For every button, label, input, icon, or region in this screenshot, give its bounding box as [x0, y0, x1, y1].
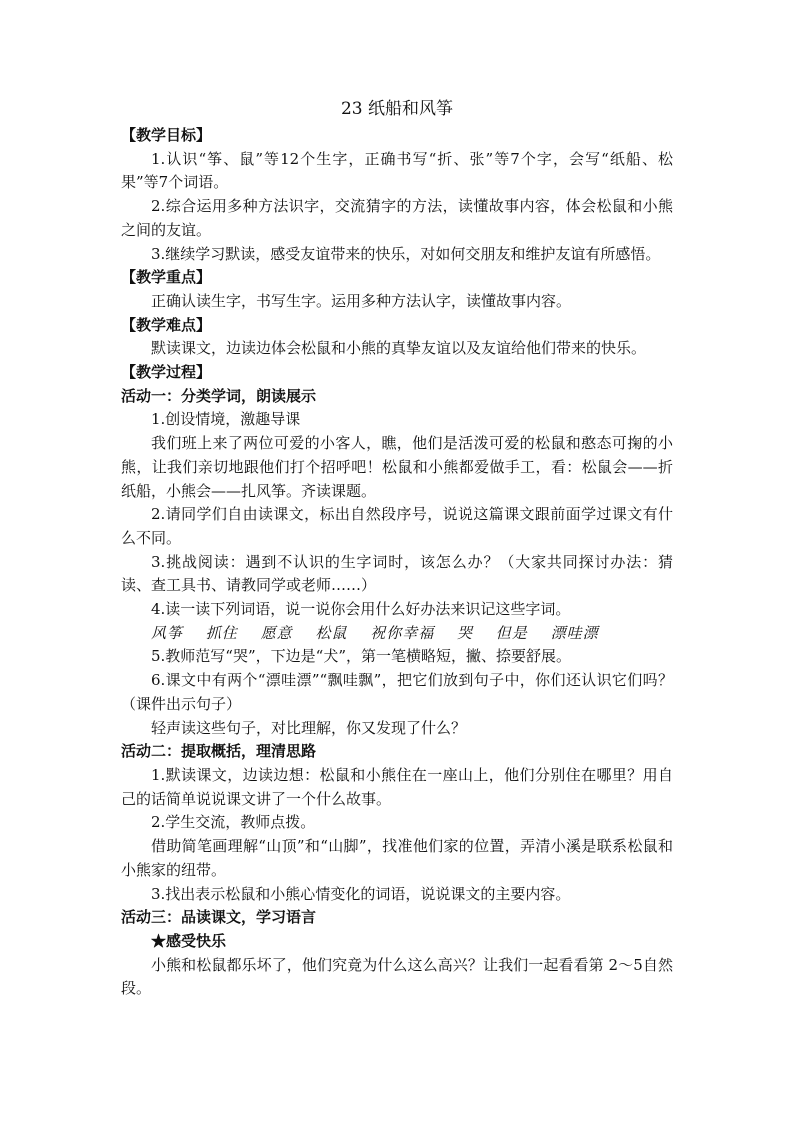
page-title: 23 纸船和风筝: [340, 99, 454, 119]
vocab-word: 但是: [495, 623, 528, 642]
activity-2-step-2: 2.学生交流，教师点拨。: [151, 813, 316, 832]
vocabulary-list: [121, 622, 673, 646]
activity-1-step-1: 1.创设情境，激趣导课: [151, 410, 301, 429]
vocab-word: 哭: [456, 623, 473, 642]
activity-2-step-3: 3.找出表示松鼠和小熊心情变化的词语，说说课文的主要内容。: [151, 884, 571, 903]
vocab-word: 漂哇漂: [550, 623, 599, 642]
vocab-word: 抓住: [205, 623, 238, 642]
goal-item-3: 3.继续学习默读，感受友谊带来的快乐，对如何交朋友和维护友谊有所感悟。: [151, 244, 661, 263]
key-points-text: 正确认读生字，书写生字。运用多种方法认字，读懂故事内容。: [151, 291, 572, 310]
activity-1-step-4: 4.读一读下列词语，说一说你会用什么好办法来识记这些字词。: [151, 600, 571, 619]
vocab-word: 风筝: [151, 623, 184, 642]
vocab-word: 愿意: [260, 623, 293, 642]
vocab-word: 祝你幸福: [370, 623, 435, 642]
activity-3-subheading: ★感受快乐: [151, 931, 227, 950]
document-page: [121, 96, 673, 1001]
activity-2-explanation: 借助简笔画理解“山顶”和“山脚”，找准他们家的位置，弄清小溪是联系松鼠和小熊家的纽带。: [121, 837, 673, 879]
activity-2-title: 活动二：提取概括，理清思路: [121, 742, 317, 761]
activity-1-title: 活动一：分类学词，朗读展示: [121, 386, 317, 405]
section-heading-key-points: 【教学重点】: [121, 268, 212, 287]
vocab-word: 松鼠: [315, 623, 348, 642]
goal-item-2: 2.综合运用多种方法识字，交流猜字的方法，读懂故事内容，体会松鼠和小熊之间的友谊。: [121, 197, 673, 239]
activity-1-step-2: 2.请同学们自由读课文，标出自然段序号，说说这篇课文跟前面学过课文有什么不同。: [121, 505, 673, 547]
activity-3-title: 活动三：品读课文，学习语言: [121, 908, 317, 927]
activity-2-step-1: 1.默读课文，边读边想：松鼠和小熊住在一座山上，他们分别住在哪里？用自己的话简单说说课文讲了一个什么故事。: [121, 765, 673, 808]
difficulties-text: 默读课文，边读边体会松鼠和小熊的真挚友谊以及友谊给他们带来的快乐。: [151, 339, 647, 358]
section-heading-goals: 【教学目标】: [121, 126, 212, 144]
activity-1-step-3: 3.挑战阅读：遇到不认识的生字词时，该怎么办？（大家共同探讨办法：猜读、查工具书、请教同学或老师……）: [121, 552, 673, 595]
activity-1-followup: 轻声读这些句子，对比理解，你又发现了什么？: [151, 718, 467, 737]
section-heading-process: 【教学过程】: [121, 363, 212, 382]
section-heading-difficulties: 【教学难点】: [121, 315, 212, 334]
activity-1-intro-paragraph: 我们班上来了两位可爱的小客人，瞧，他们是活泼可爱的松鼠和憨态可掬的小熊，让我们亲切地跟他们打个招呼吧！松鼠和小熊都爱做手工，看：松鼠会——折纸船，小熊会——扎风筝。齐读课题。: [121, 434, 673, 500]
activity-3-paragraph: 小熊和松鼠都乐坏了，他们究竟为什么这么高兴？让我们一起看看第 2～5自然段。: [121, 955, 673, 998]
goal-item-1: 1.认识“筝、鼠”等12个生字，正确书写“折、张”等7个字，会写“纸船、松果”等7个词语。: [121, 149, 673, 192]
activity-1-step-6: 6.课文中有两个“漂哇漂”“飘哇飘”，把它们放到句子中，你们还认识它们吗？（课件出示句子）: [121, 671, 673, 713]
activity-1-step-5: 5.教师范写“哭”，下边是“犬”，第一笔横略短，撇、捺要舒展。: [151, 647, 571, 666]
